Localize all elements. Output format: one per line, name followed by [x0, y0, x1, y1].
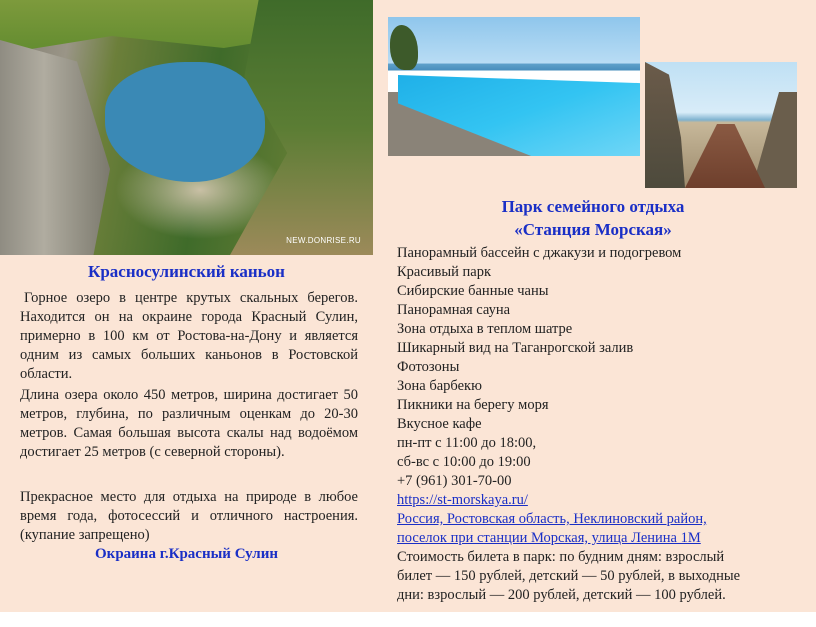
feature-photozones: Фотозоны	[397, 359, 460, 375]
canyon-photo	[0, 0, 373, 255]
address-link-line2[interactable]: поселок при станции Морская, улица Ленина 1М	[397, 530, 701, 546]
feature-bath-vats: Сибирские банные чаны	[397, 283, 549, 299]
canyon-description-1-text: Горное озеро в центре крутых скальных берегов. Находится он на окраине города Красный Сулин, примерно в 100 км от Ростова-на-Дону и является одним из самых больших каньонов в Ростовской области.	[20, 290, 358, 382]
price-line3: дни: взрослый — 200 рублей, детский — 100 рублей.	[397, 587, 726, 603]
feature-bbq: Зона барбекю	[397, 378, 482, 394]
canyon-description-2-text: Длина озера около 450 метров, ширина достигает 50 метров, глубина, по различным оценкам до 20-30 метров. Самая большая высота скалы над водоёмом достигает 25 метров (с северной стороны).	[20, 387, 358, 460]
park-title-line1: Парк семейного отдыха	[501, 197, 685, 216]
address-link-line1[interactable]: Россия, Ростовская область, Неклиновский район,	[397, 511, 707, 527]
hours-weekdays: пн-пт с 11:00 до 18:00,	[397, 435, 537, 451]
canyon-location: Окраина г.Красный Сулин	[95, 546, 278, 562]
canyon-title: Красносулинский каньон	[88, 262, 285, 281]
photo-cliff	[0, 40, 110, 255]
photo-lake	[105, 62, 265, 182]
pool-photo	[388, 17, 640, 156]
canyon-description-3	[20, 488, 358, 545]
bottom-margin	[0, 612, 816, 627]
photo-watermark: NEW.DONRISE.RU	[286, 236, 361, 245]
photo-palm	[390, 25, 418, 70]
feature-pool: Панорамный бассейн с джакузи и подогревом	[397, 245, 682, 261]
photo-bushes-right	[752, 92, 797, 188]
canyon-description-3-text: Прекрасное место для отдыха на природе в любое время года, фотосессий и отличного настроения. (купание запрещено)	[20, 489, 358, 543]
photo-walkway	[685, 124, 765, 188]
price-line1: Стоимость билета в парк: по будним дням: взрослый	[397, 549, 725, 565]
canyon-description-1	[20, 289, 358, 384]
feature-sauna: Панорамная сауна	[397, 302, 511, 318]
feature-cafe: Вкусное кафе	[397, 416, 482, 432]
price-line2: билет — 150 рублей, детский — 50 рублей, в выходные	[397, 568, 741, 584]
photo-bushes-left	[645, 62, 685, 188]
pier-photo	[645, 62, 797, 188]
feature-park: Красивый парк	[397, 264, 492, 280]
feature-view: Шикарный вид на Таганрогской залив	[397, 340, 634, 356]
canyon-description-2	[20, 386, 358, 462]
hours-weekend: сб-вс с 10:00 до 19:00	[397, 454, 531, 470]
website-link[interactable]: https://st-morskaya.ru/	[397, 492, 528, 508]
feature-tent: Зона отдыха в теплом шатре	[397, 321, 573, 337]
park-title-line2: «Станция Морская»	[514, 220, 672, 239]
feature-picnics: Пикники на берегу моря	[397, 397, 549, 413]
park-info	[397, 244, 802, 605]
phone-number: +7 (961) 301-70-00	[397, 473, 512, 489]
